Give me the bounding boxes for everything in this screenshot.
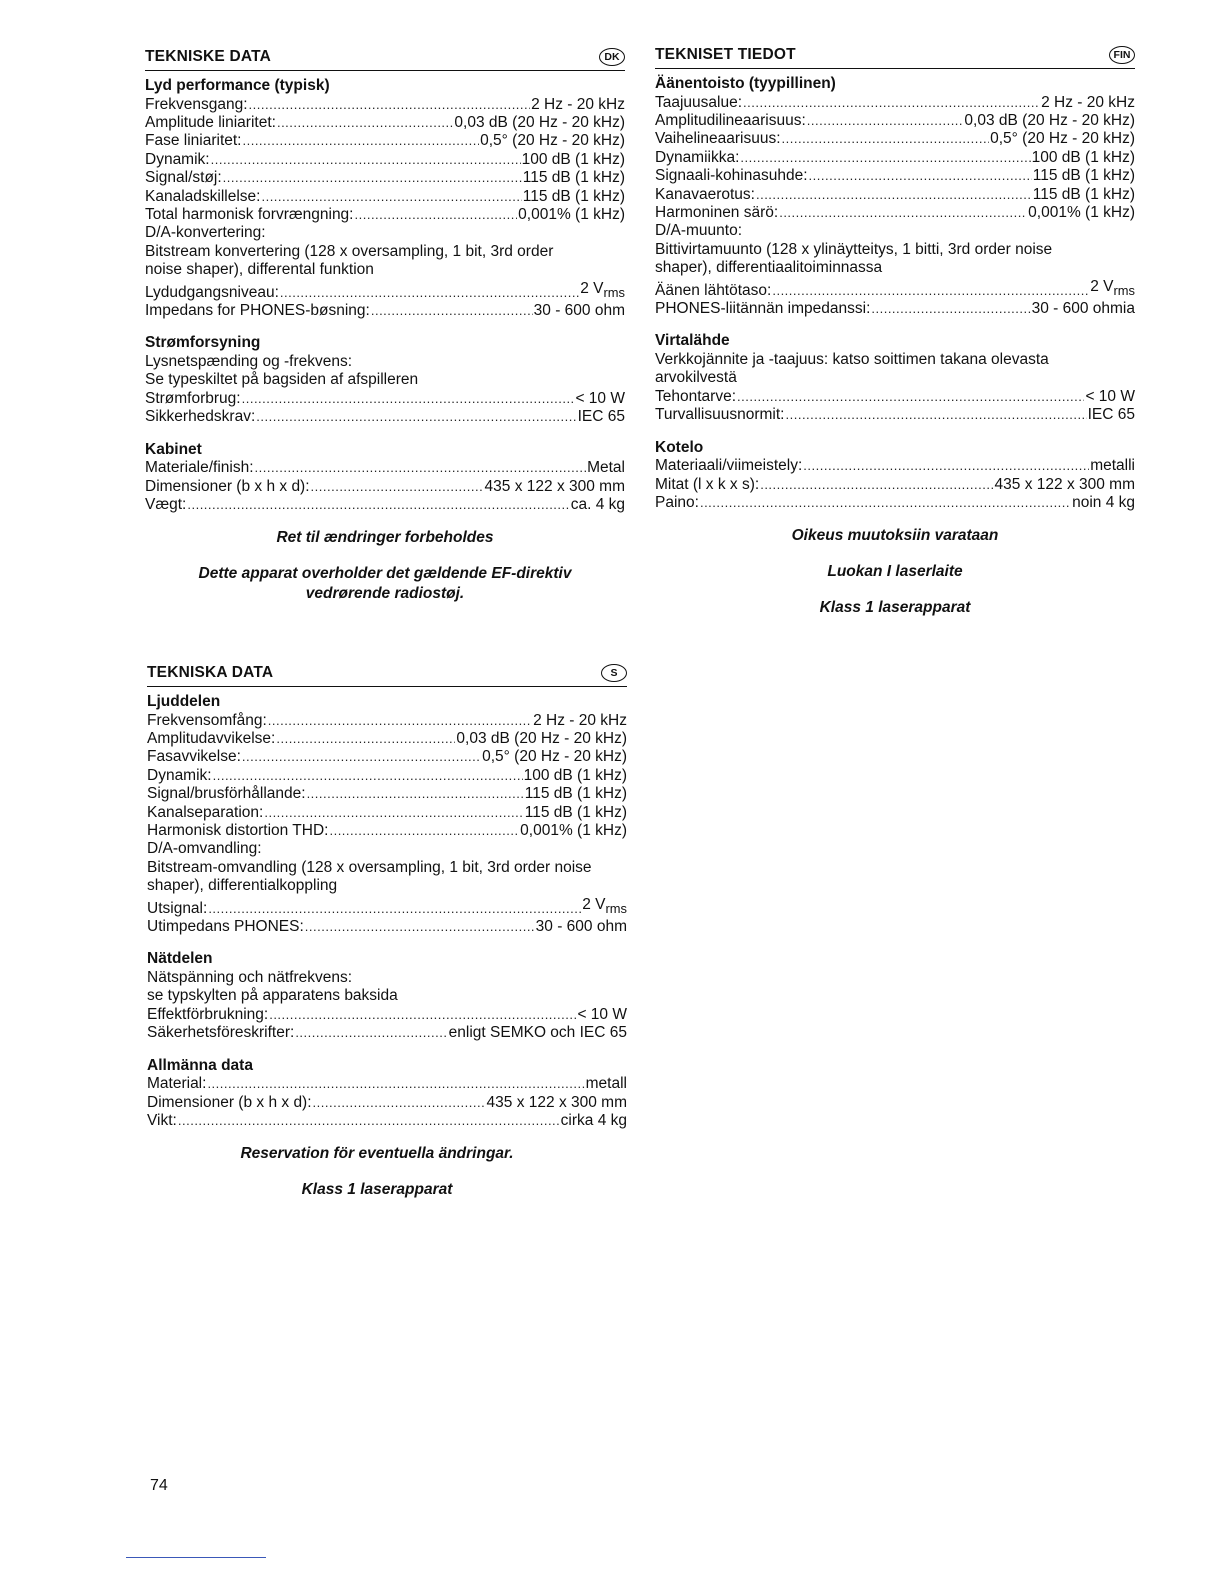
spec-row — [147, 1006, 627, 1024]
spec-label: Dimensioner (b x h x d): — [145, 477, 310, 495]
spec-label: Signal/støj: — [145, 169, 222, 187]
se-general-section — [147, 1057, 627, 1131]
dk-note-directive-1: Dette apparat overholder det gældende EF-direktiv — [198, 565, 572, 583]
spec-row — [655, 130, 1135, 148]
dk-title: TEKNISKE DATA — [145, 48, 272, 65]
spec-row — [145, 132, 625, 150]
spec-row — [655, 94, 1135, 112]
fin-power-title: Virtalähde — [655, 332, 730, 350]
spec-value: IEC 65 — [1087, 406, 1135, 424]
spec-value: 115 dB (1 kHz) — [522, 187, 625, 205]
spec-row — [147, 712, 627, 730]
spec-row — [655, 149, 1135, 167]
fin-header — [655, 42, 1135, 69]
fin-power-section — [655, 332, 1135, 424]
spec-value: ca. 4 kg — [570, 495, 625, 513]
fin-note-laser-se: Klass 1 laserapparat — [819, 599, 971, 617]
spec-label: PHONES-liitännän impedanssi: — [655, 300, 871, 318]
se-general-title: Allmänna data — [147, 1056, 253, 1074]
dk-sound-section — [145, 77, 625, 320]
spec-row — [147, 804, 627, 822]
spec-label: Frekvensomfång: — [147, 711, 267, 729]
spec-label: Signal/brusförhållande: — [147, 785, 306, 803]
spec-value: 0,001% (1 kHz) — [520, 821, 627, 839]
spec-label: Amplitudilineaarisuus: — [655, 111, 806, 129]
spec-label: Signaali-kohinasuhde: — [655, 167, 808, 185]
spec-row — [145, 151, 625, 169]
spec-label: Dynamik: — [147, 766, 212, 784]
footer-divider — [126, 1557, 266, 1558]
spec-label: Fasavvikelse: — [147, 748, 241, 766]
spec-value: metall — [585, 1075, 627, 1093]
spec-label: Strømforbrug: — [145, 389, 241, 407]
spec-value: 435 x 122 x 300 mm — [994, 475, 1135, 493]
spec-label: Impedans for PHONES-bøsning: — [145, 302, 370, 320]
spec-label: Mitat (l x k x s): — [655, 475, 760, 493]
spec-value: 115 dB (1 kHz) — [522, 169, 625, 187]
spec-value: 2 Hz - 20 kHz — [531, 95, 625, 113]
spec-row — [147, 918, 627, 936]
spec-label: Effektförbrukning: — [147, 1005, 269, 1023]
spec-label: Vægt: — [145, 495, 187, 513]
spec-label: Kanaladskillelse: — [145, 187, 261, 205]
spec-value: 115 dB (1 kHz) — [524, 785, 627, 803]
dk-power-text-2: Se typeskiltet på bagsiden af afspilleren — [145, 371, 419, 389]
dk-cabinet-title: Kabinet — [145, 440, 202, 458]
spec-label: Fase liniaritet: — [145, 132, 242, 150]
spec-value: 115 dB (1 kHz) — [1032, 167, 1135, 185]
spec-row — [655, 406, 1135, 424]
se-note-changes: Reservation för eventuella ändringar. — [240, 1145, 514, 1163]
spec-label: Säkerhetsföreskrifter: — [147, 1024, 295, 1042]
spec-row — [145, 408, 625, 426]
spec-row — [147, 1112, 627, 1130]
se-da-label: D/A-omvandling: — [147, 840, 262, 858]
fin-title: TEKNISET TIEDOT — [655, 46, 796, 63]
fin-column — [655, 42, 1135, 618]
spec-row — [145, 459, 625, 477]
fin-da-label: D/A-muunto: — [655, 222, 743, 240]
se-power-title: Nätdelen — [147, 950, 213, 968]
spec-value: 100 dB (1 kHz) — [1031, 148, 1135, 166]
spec-value: 2 $V_{rms}$ — [582, 895, 627, 916]
spec-value: 435 x 122 x 300 mm — [486, 1093, 627, 1111]
fin-note-laser-fi: Luokan I laserlaite — [827, 563, 963, 581]
spec-row — [655, 204, 1135, 222]
spec-value: 0,03 dB (20 Hz - 20 kHz) — [964, 111, 1135, 129]
spec-label: Materiaali/viimeistely: — [655, 457, 803, 475]
spec-value: cirka 4 kg — [560, 1111, 627, 1129]
se-power-text-1: Nätspänning och nätfrekvens: — [147, 968, 353, 986]
spec-label: Materiale/finish: — [145, 459, 254, 477]
spec-label: Harmoninen särö: — [655, 203, 779, 221]
spec-row — [147, 822, 627, 840]
spec-row — [145, 188, 625, 206]
dk-country-badge: DK — [599, 48, 625, 66]
spec-row — [145, 390, 625, 408]
spec-row — [147, 785, 627, 803]
se-column — [147, 660, 627, 1200]
spec-row — [655, 388, 1135, 406]
spec-label: Total harmonisk forvrængning: — [145, 205, 354, 223]
spec-value: 0,5° (20 Hz - 20 kHz) — [480, 132, 625, 150]
spec-row — [145, 169, 625, 187]
spec-value: 2 $V_{rms}$ — [1090, 277, 1135, 298]
spec-value: 30 - 600 ohm — [535, 918, 627, 936]
spec-value: 2 Hz - 20 kHz — [1041, 93, 1135, 111]
se-header — [147, 660, 627, 687]
se-note-laser: Klass 1 laserapparat — [301, 1181, 453, 1199]
spec-row — [145, 496, 625, 514]
spec-value: < 10 W — [577, 1005, 627, 1023]
fin-power-text-1: Verkkojännite ja -taajuus: katso soittimen takana olevasta — [655, 350, 1049, 368]
spec-label: Dimensioner (b x h x d): — [147, 1093, 312, 1111]
spec-label: Sikkerhedskrav: — [145, 408, 256, 426]
spec-label: Utimpedans PHONES: — [147, 918, 304, 936]
dk-cabinet-section — [145, 441, 625, 515]
spec-row — [145, 206, 625, 224]
spec-value: 100 dB (1 kHz) — [521, 150, 625, 168]
spec-value: 0,5° (20 Hz - 20 kHz) — [990, 130, 1135, 148]
dk-da-desc-2: noise shaper), differental funktion — [145, 261, 374, 279]
fin-sound-section — [655, 75, 1135, 318]
page-number: 74 — [150, 1477, 168, 1494]
spec-row — [145, 114, 625, 132]
dk-header — [145, 44, 625, 71]
spec-label: Kanavaerotus: — [655, 185, 755, 203]
spec-row — [655, 300, 1135, 318]
spec-value: 0,001% (1 kHz) — [518, 205, 625, 223]
fin-da-desc-2: shaper), differentiaalitoiminnassa — [655, 259, 883, 277]
spec-row — [145, 478, 625, 496]
se-sound-section — [147, 693, 627, 936]
dk-power-section — [145, 334, 625, 426]
spec-label: Paino: — [655, 493, 699, 511]
spec-label: Taajuusalue: — [655, 93, 743, 111]
se-da-desc-1: Bitstream-omvandling (128 x oversampling, 1 bit, 3rd order noise — [147, 858, 592, 876]
spec-row — [147, 730, 627, 748]
spec-row — [147, 748, 627, 766]
spec-value: 0,03 dB (20 Hz - 20 kHz) — [456, 729, 627, 747]
se-power-section — [147, 950, 627, 1042]
spec-label: Äänen lähtötaso: — [655, 281, 772, 299]
spec-value: enligt SEMKO och IEC 65 — [448, 1024, 627, 1042]
spec-row — [655, 457, 1135, 475]
spec-row — [655, 112, 1135, 130]
fin-power-text-2: arvokilvestä — [655, 369, 737, 387]
spec-row — [655, 186, 1135, 204]
spec-value: 2 $V_{rms}$ — [580, 279, 625, 300]
fin-country-badge: FIN — [1109, 46, 1135, 64]
spec-row — [147, 767, 627, 785]
dk-note-changes: Ret til ændringer forbeholdes — [276, 529, 494, 547]
se-power-text-2: se typskylten på apparatens baksida — [147, 987, 398, 1005]
spec-label: Dynamik: — [145, 150, 210, 168]
spec-value: 0,03 dB (20 Hz - 20 kHz) — [454, 113, 625, 131]
spec-label: Kanalseparation: — [147, 803, 264, 821]
spec-value: 30 - 600 ohmia — [1031, 300, 1135, 318]
spec-value: 30 - 600 ohm — [533, 302, 625, 320]
dk-power-title: Strømforsyning — [145, 334, 261, 352]
se-da-desc-2: shaper), differentialkoppling — [147, 877, 338, 895]
se-sound-title: Ljuddelen — [147, 693, 221, 710]
spec-label: Material: — [147, 1075, 207, 1093]
spec-value: 115 dB (1 kHz) — [1032, 185, 1135, 203]
spec-row — [145, 280, 625, 303]
spec-value: 0,5° (20 Hz - 20 kHz) — [482, 748, 627, 766]
fin-sound-title: Äänentoisto (tyypillinen) — [655, 75, 836, 92]
spec-value: 2 Hz - 20 kHz — [533, 711, 627, 729]
spec-row — [655, 278, 1135, 301]
spec-label: Amplitudavvikelse: — [147, 729, 276, 747]
spec-label: Amplitude liniaritet: — [145, 113, 276, 131]
spec-row — [655, 167, 1135, 185]
spec-label: Dynamiikka: — [655, 148, 740, 166]
spec-label: Vaihelineaarisuus: — [655, 130, 781, 148]
spec-value: 115 dB (1 kHz) — [524, 803, 627, 821]
spec-label: Harmonisk distortion THD: — [147, 821, 329, 839]
spec-row — [147, 1094, 627, 1112]
spec-row — [147, 1024, 627, 1042]
spec-row — [147, 896, 627, 919]
dk-da-desc-1: Bitstream konvertering (128 x oversampling, 1 bit, 3rd order — [145, 242, 554, 260]
spec-row — [145, 96, 625, 114]
spec-label: Utsignal: — [147, 899, 208, 917]
fin-cabinet-section — [655, 439, 1135, 513]
dk-da-label: D/A-konvertering: — [145, 224, 266, 242]
spec-row — [655, 476, 1135, 494]
spec-row — [147, 1075, 627, 1093]
se-country-badge: S — [601, 664, 627, 682]
spec-row — [145, 302, 625, 320]
spec-value: IEC 65 — [577, 408, 625, 426]
spec-value: < 10 W — [575, 389, 625, 407]
dk-sound-title: Lyd performance (typisk) — [145, 77, 330, 94]
spec-value: metalli — [1090, 457, 1135, 475]
fin-cabinet-title: Kotelo — [655, 438, 704, 456]
spec-value: < 10 W — [1085, 387, 1135, 405]
spec-value: Metal — [587, 459, 625, 477]
dk-note-directive-2: vedrørende radiostøj. — [305, 585, 465, 603]
spec-value: noin 4 kg — [1072, 493, 1135, 511]
dk-power-text-1: Lysnetspænding og -frekvens: — [145, 352, 353, 370]
spec-value: 435 x 122 x 300 mm — [484, 477, 625, 495]
spec-value: 0,001% (1 kHz) — [1028, 203, 1135, 221]
dk-column — [145, 44, 625, 604]
spec-label: Lydudgangsniveau: — [145, 283, 279, 301]
spec-label: Turvallisuusnormit: — [655, 406, 785, 424]
spec-row — [655, 494, 1135, 512]
spec-value: 100 dB (1 kHz) — [523, 766, 627, 784]
se-title: TEKNISKA DATA — [147, 664, 274, 681]
fin-da-desc-1: Bittivirtamuunto (128 x ylinäytteitys, 1 bitti, 3rd order noise — [655, 240, 1053, 258]
spec-label: Tehontarve: — [655, 387, 736, 405]
fin-note-changes: Oikeus muutoksiin varataan — [791, 527, 999, 545]
spec-label: Frekvensgang: — [145, 95, 248, 113]
spec-label: Vikt: — [147, 1111, 177, 1129]
